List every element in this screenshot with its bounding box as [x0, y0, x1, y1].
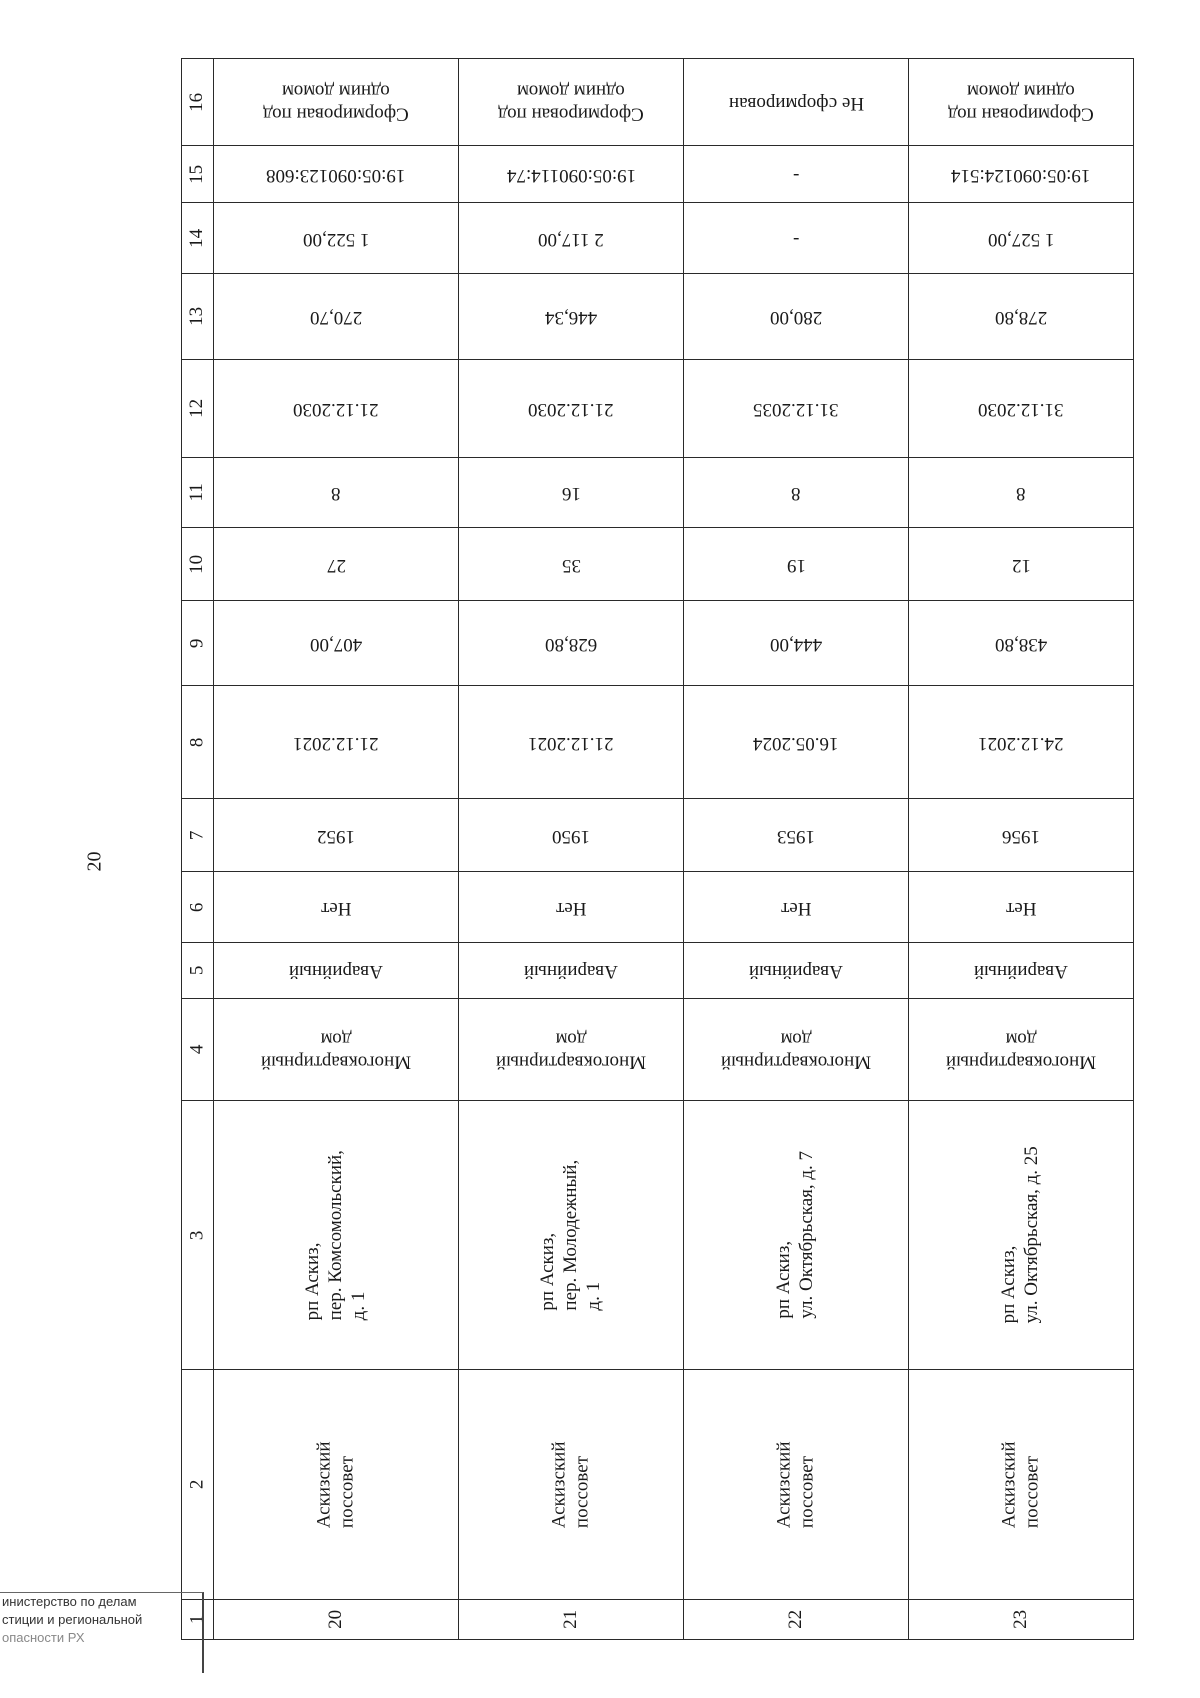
cell-date-recognized: 16.05.2024 — [684, 686, 909, 799]
col-number-7: 7 — [182, 799, 214, 872]
cell-land-status: Сформирован под одним домом — [213, 59, 458, 146]
col-number-3: 3 — [182, 1101, 214, 1370]
cell-address: рп Аскиз, ул. Октябрьская, д. 7 — [684, 1101, 909, 1370]
cell-settlement: Аскизский поссовет — [459, 1370, 684, 1600]
stamp-line-1: инистерство по делам — [2, 1594, 137, 1609]
col-number-9: 9 — [182, 600, 214, 685]
cell-flag: Нет — [684, 871, 909, 942]
cell-land-area: 1 522,00 — [213, 203, 458, 274]
cell-land-status: Сформирован под одним домом — [909, 59, 1134, 146]
cell-resettlement-deadline: 31.12.2030 — [909, 359, 1134, 457]
cell-type: Многоквартирный дом — [909, 998, 1134, 1100]
cell-row-number: 20 — [213, 1600, 458, 1640]
cell-year: 1956 — [909, 799, 1134, 872]
cell-flag: Нет — [459, 871, 684, 942]
cell-row-number: 21 — [459, 1600, 684, 1640]
cell-apartments: 8 — [909, 457, 1134, 527]
cell-land-status: Сформирован под одним домом — [459, 59, 684, 146]
cell-area: 438,80 — [909, 600, 1134, 685]
cell-area: 444,00 — [684, 600, 909, 685]
cell-status: Аварийный — [684, 943, 909, 998]
cell-resettlement-deadline: 21.12.2030 — [459, 359, 684, 457]
cell-residents: 35 — [459, 528, 684, 601]
col-number-10: 10 — [182, 528, 214, 601]
cell-resettlement-deadline: 31.12.2035 — [684, 359, 909, 457]
cell-apartments: 16 — [459, 457, 684, 527]
cell-area: 628,80 — [459, 600, 684, 685]
cell-land-area: - — [684, 203, 909, 274]
cell-row-number: 23 — [909, 1600, 1134, 1640]
cell-land-status: Не сформирован — [684, 59, 909, 146]
cell-status: Аварийный — [459, 943, 684, 998]
cell-date-recognized: 21.12.2021 — [213, 686, 458, 799]
cell-residents: 19 — [684, 528, 909, 601]
col-number-6: 6 — [182, 871, 214, 942]
cell-land-area: 2 117,00 — [459, 203, 684, 274]
cell-year: 1952 — [213, 799, 458, 872]
cell-residents: 27 — [213, 528, 458, 601]
cell-land-area: 1 527,00 — [909, 203, 1134, 274]
col-number-12: 12 — [182, 359, 214, 457]
stamp-line-2: стиции и региональной — [2, 1612, 143, 1627]
cell-row-number: 22 — [684, 1600, 909, 1640]
cell-cadastral: 19:05:090114:74 — [459, 146, 684, 203]
cell-cadastral: - — [684, 146, 909, 203]
cell-cadastral: 19:05:090123:608 — [213, 146, 458, 203]
cell-area-col13: 280,00 — [684, 274, 909, 359]
col-number-1: 1 — [182, 1600, 214, 1640]
cell-area-col13: 270,70 — [213, 274, 458, 359]
cell-status: Аварийный — [909, 943, 1134, 998]
col-number-5: 5 — [182, 943, 214, 998]
cell-year: 1950 — [459, 799, 684, 872]
cell-apartments: 8 — [684, 457, 909, 527]
cell-type: Многоквартирный дом — [684, 998, 909, 1100]
cell-area-col13: 446,34 — [459, 274, 684, 359]
col-number-11: 11 — [182, 457, 214, 527]
col-number-15: 15 — [182, 146, 214, 203]
cell-settlement: Аскизский поссовет — [684, 1370, 909, 1600]
cell-address: рп Аскиз, пер. Молодежный, д. 1 — [459, 1101, 684, 1370]
cell-resettlement-deadline: 21.12.2030 — [213, 359, 458, 457]
col-number-8: 8 — [182, 686, 214, 799]
cell-address: рп Аскиз, пер. Комсомольский, д. 1 — [213, 1101, 458, 1370]
cell-settlement: Аскизский поссовет — [909, 1370, 1134, 1600]
cell-area: 407,00 — [213, 600, 458, 685]
cell-type: Многоквартирный дом — [213, 998, 458, 1100]
cell-flag: Нет — [213, 871, 458, 942]
ministry-stamp — [0, 1592, 204, 1673]
cell-cadastral: 19:05:090124:514 — [909, 146, 1134, 203]
col-number-16: 16 — [182, 59, 214, 146]
col-number-4: 4 — [182, 998, 214, 1100]
col-number-14: 14 — [182, 203, 214, 274]
col-number-2: 2 — [182, 1370, 214, 1600]
page-number: 20 — [83, 851, 106, 872]
col-number-13: 13 — [182, 274, 214, 359]
stamp-line-3: опасности РХ — [2, 1630, 85, 1645]
cell-status: Аварийный — [213, 943, 458, 998]
cell-date-recognized: 21.12.2021 — [459, 686, 684, 799]
cell-apartments: 8 — [213, 457, 458, 527]
cell-flag: Нет — [909, 871, 1134, 942]
cell-year: 1953 — [684, 799, 909, 872]
cell-date-recognized: 24.12.2021 — [909, 686, 1134, 799]
cell-type: Многоквартирный дом — [459, 998, 684, 1100]
cell-residents: 12 — [909, 528, 1134, 601]
housing-register-table — [181, 58, 1134, 1640]
cell-area-col13: 278,80 — [909, 274, 1134, 359]
cell-address: рп Аскиз, ул. Октябрьская, д. 25 — [909, 1101, 1134, 1370]
cell-settlement: Аскизский поссовет — [213, 1370, 458, 1600]
